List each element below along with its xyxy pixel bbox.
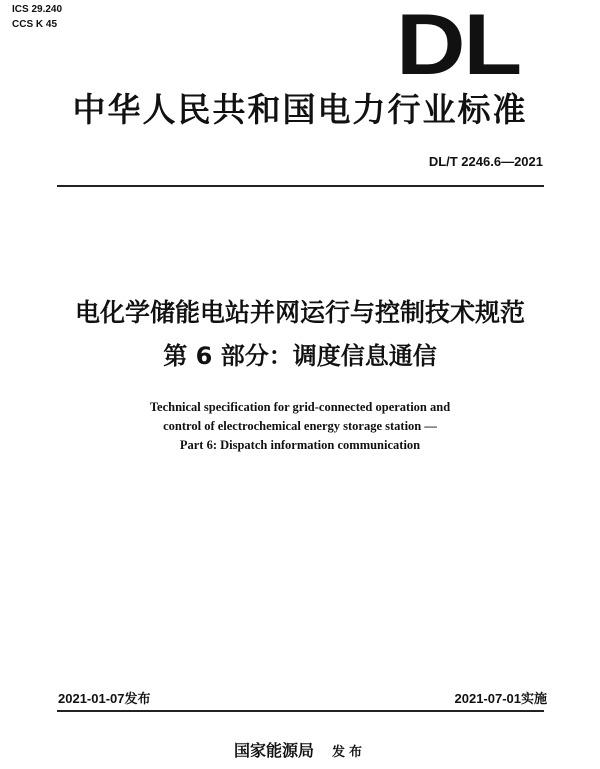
classification-codes xyxy=(12,2,62,32)
standard-type-title: 中华人民共和国电力行业标准 xyxy=(72,90,528,129)
implementation-date: 2021-07-01实施 xyxy=(454,691,547,706)
issue-date: 2021-01-07发布 xyxy=(58,691,151,706)
dl-logo: DL xyxy=(396,0,520,93)
standard-number: DL/T 2246.6—2021 xyxy=(428,154,543,169)
chinese-title-line-1: 电化学储能电站并网运行与控制技术规范 xyxy=(74,298,525,327)
english-title-line-1: Technical specification for grid-connected operation and xyxy=(149,400,451,414)
publisher-name: 国家能源局 xyxy=(233,741,314,760)
ccs-code: CCS K 45 xyxy=(12,19,58,30)
english-title-line-2: control of electrochemical energy storage station — xyxy=(163,419,437,433)
publisher-action: 发布 xyxy=(332,745,367,760)
chinese-title-line-2: 第 6 部分：调度信息通信 xyxy=(163,342,437,370)
english-title xyxy=(0,398,600,455)
bottom-divider xyxy=(57,710,544,712)
top-divider xyxy=(57,185,544,187)
publisher-line xyxy=(0,738,600,761)
english-title-line-3: Part 6: Dispatch information communication xyxy=(179,438,421,452)
ics-code: ICS 29.240 xyxy=(12,4,63,15)
